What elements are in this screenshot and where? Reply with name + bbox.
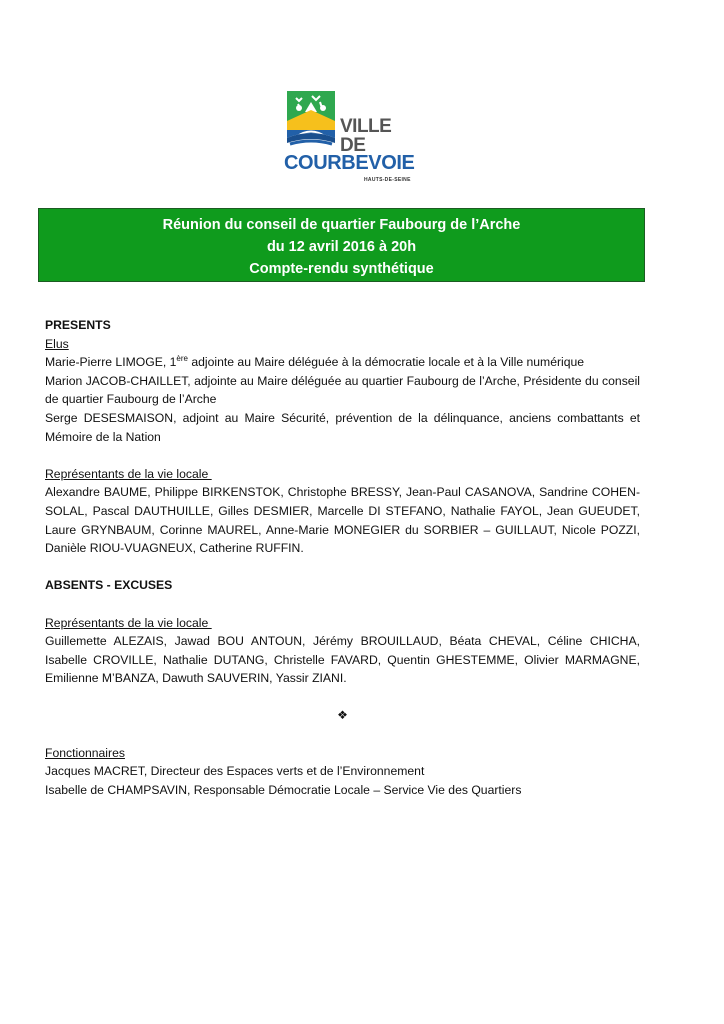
document-body	[45, 316, 640, 799]
elu-jacob: Marion JACOB-CHAILLET, adjointe au Maire déléguée au quartier Faubourg de l’Arche, Présidente du conseil de quartier Faubourg de l’Arche	[45, 373, 640, 407]
fonctionnaire-item: Jacques MACRET, Directeur des Espaces verts et de l’Environnement	[45, 764, 425, 779]
logo-line-courbevoie: COURBEVOIE	[284, 152, 415, 174]
absents-heading: ABSENTS - EXCUSES	[45, 578, 173, 593]
elu-limoge-name: Marie-Pierre LIMOGE, 1	[45, 355, 177, 370]
absents-representants-label: Représentants de la vie locale	[45, 615, 212, 630]
logo-line-ville: VILLE	[340, 116, 392, 137]
city-emblem-icon	[284, 88, 338, 154]
presents-heading: PRESENTS	[45, 318, 111, 332]
city-logo	[284, 88, 414, 186]
representants-label: Représentants de la vie locale	[45, 466, 212, 481]
banner-subtitle: Compte-rendu synthétique	[249, 261, 434, 277]
banner-date: du 12 avril 2016 à 20h	[266, 239, 417, 255]
elu-limoge	[45, 353, 640, 372]
separator-icon: ❖	[337, 708, 348, 723]
fonctionnaire-item: Isabelle de CHAMPSAVIN, Responsable Démocratie Locale – Service Vie des Quartiers	[45, 782, 522, 797]
banner-title: Réunion du conseil de quartier Faubourg de l’Arche	[162, 217, 521, 233]
elu-desesmaison: Serge DESESMAISON, adjoint au Maire Sécurité, prévention de la délinquance, anciens combattants et Mémoire de la Nation	[45, 410, 640, 444]
elu-limoge-role: adjointe au Maire déléguée à la démocratie locale et à la Ville numérique	[187, 355, 585, 370]
logo-subtitle: HAUTS-DE-SEINE	[364, 177, 411, 183]
representants-list: Alexandre BAUME, Philippe BIRKENSTOK, Christophe BRESSY, Jean-Paul CASANOVA, Sandrine COHEN-SOLAL, Pascal DAUTHUILLE, Gilles DESMIER, Marcelle DI STEFANO, Nathalie FAYOL, Jean GUEUDET, Laure GRYNBAUM, Corinne MAUREL, Anne-Marie MONEGIER du SORBIER – GUILLAUT, Nicole POZZI, Danièle RIOU-VUAGNEUX, Catherine RUFFIN.	[45, 485, 640, 556]
logo-line-de: DE	[340, 135, 366, 156]
elu-limoge-sup: ère	[176, 354, 188, 364]
absents-representants-list: Guillemette ALEZAIS, Jawad BOU ANTOUN, Jérémy BROUILLAUD, Béata CHEVAL, Céline CHICHA, Isabelle CROVILLE, Nathalie DUTANG, Christelle FAVARD, Quentin GHESTEMME, Olivier MARMAGNE, Emilienne M’BANZA, Dawuth SAUVERIN, Yassir ZIANI.	[45, 634, 640, 686]
elus-label: Elus	[45, 336, 69, 351]
title-banner	[38, 208, 645, 282]
fonctionnaires-label: Fonctionnaires	[45, 745, 125, 760]
